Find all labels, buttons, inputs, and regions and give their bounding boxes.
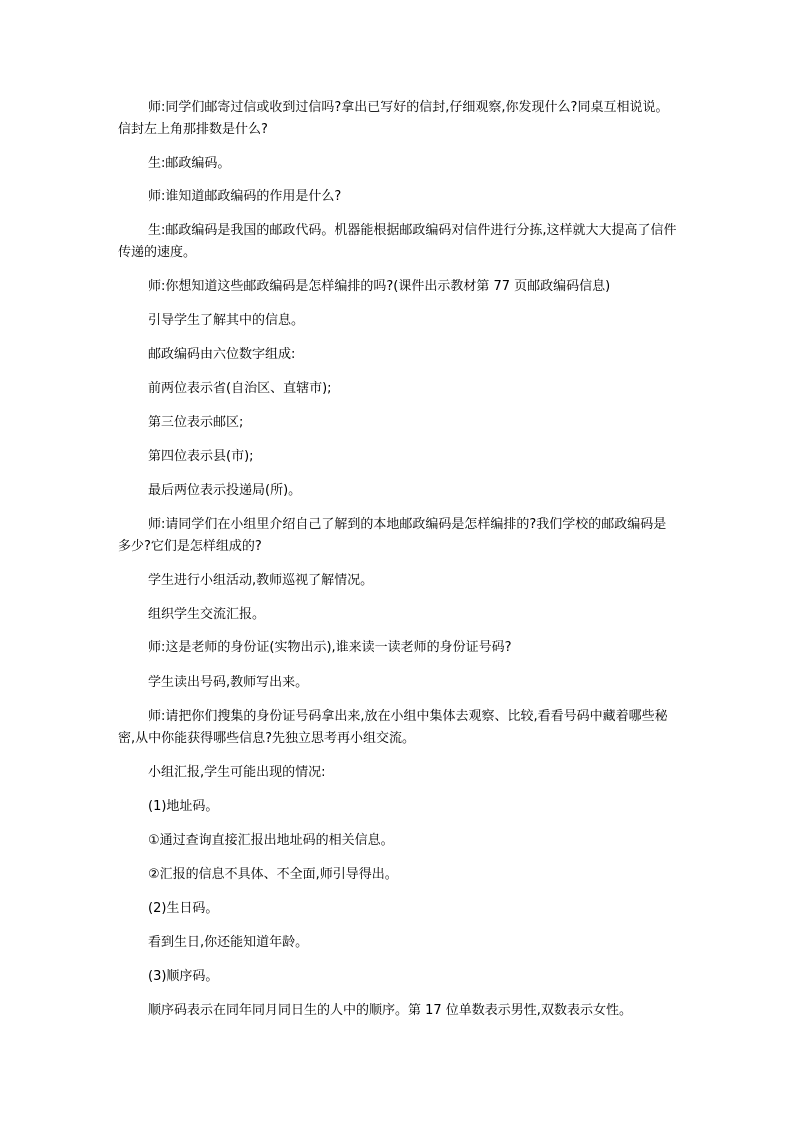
paragraph: (1)地址码。 (148, 799, 219, 814)
paragraph: 引导学生了解其中的信息。 (148, 313, 305, 328)
paragraph: 第三位表示邮区; (148, 415, 244, 430)
paragraph: 生:邮政编码。 (148, 156, 231, 171)
paragraph: ②汇报的信息不具体、不全面,师引导得出。 (148, 867, 398, 882)
paragraph: 前两位表示省(自治区、直辖市); (148, 381, 332, 396)
paragraph: 师:谁知道邮政编码的作用是什么? (148, 189, 342, 204)
paragraph: 组织学生交流汇报。 (148, 607, 266, 622)
paragraph: 邮政编码由六位数字组成: (148, 347, 296, 362)
paragraph: 师:这是老师的身份证(实物出示),谁来读一读老师的身份证号码? (148, 640, 512, 655)
paragraph: 师:同学们邮寄过信或收到过信吗?拿出已写好的信封,仔细观察,你发现什么?同桌互相说说。信封左上角那排数是什么? (118, 100, 669, 137)
paragraph: (3)顺序码。 (148, 969, 219, 984)
paragraph: 看到生日,你还能知道年龄。 (148, 935, 309, 950)
paragraph: 小组汇报,学生可能出现的情况: (148, 765, 326, 780)
paragraph: 师:你想知道这些邮政编码是怎样编排的吗?(课件出示教材第 77 页邮政编码信息) (148, 279, 611, 294)
paragraph: 最后两位表示投递局(所)。 (148, 483, 302, 498)
paragraph: 师:请同学们在小组里介绍自己了解到的本地邮政编码是怎样编排的?我们学校的邮政编码是多少?它们是怎样组成的? (118, 517, 667, 554)
paragraph: 学生读出号码,教师写出来。 (148, 675, 309, 690)
paragraph: (2)生日码。 (148, 901, 219, 916)
paragraph: 生:邮政编码是我国的邮政代码。机器能根据邮政编码对信件进行分拣,这样就大大提高了信件传递的速度。 (118, 223, 677, 260)
paragraph: 学生进行小组活动,教师巡视了解情况。 (148, 573, 374, 588)
paragraph: 师:请把你们搜集的身份证号码拿出来,放在小组中集体去观察、比较,看看号码中藏着哪些秘密,从中你能获得哪些信息?先独立思考再小组交流。 (118, 709, 668, 746)
paragraph: 顺序码表示在同年同月同日生的人中的顺序。第 17 位单数表示男性,双数表示女性。 (148, 1003, 632, 1018)
paragraph: 第四位表示县(市); (148, 449, 254, 464)
paragraph: ①通过查询直接汇报出地址码的相关信息。 (148, 833, 394, 848)
